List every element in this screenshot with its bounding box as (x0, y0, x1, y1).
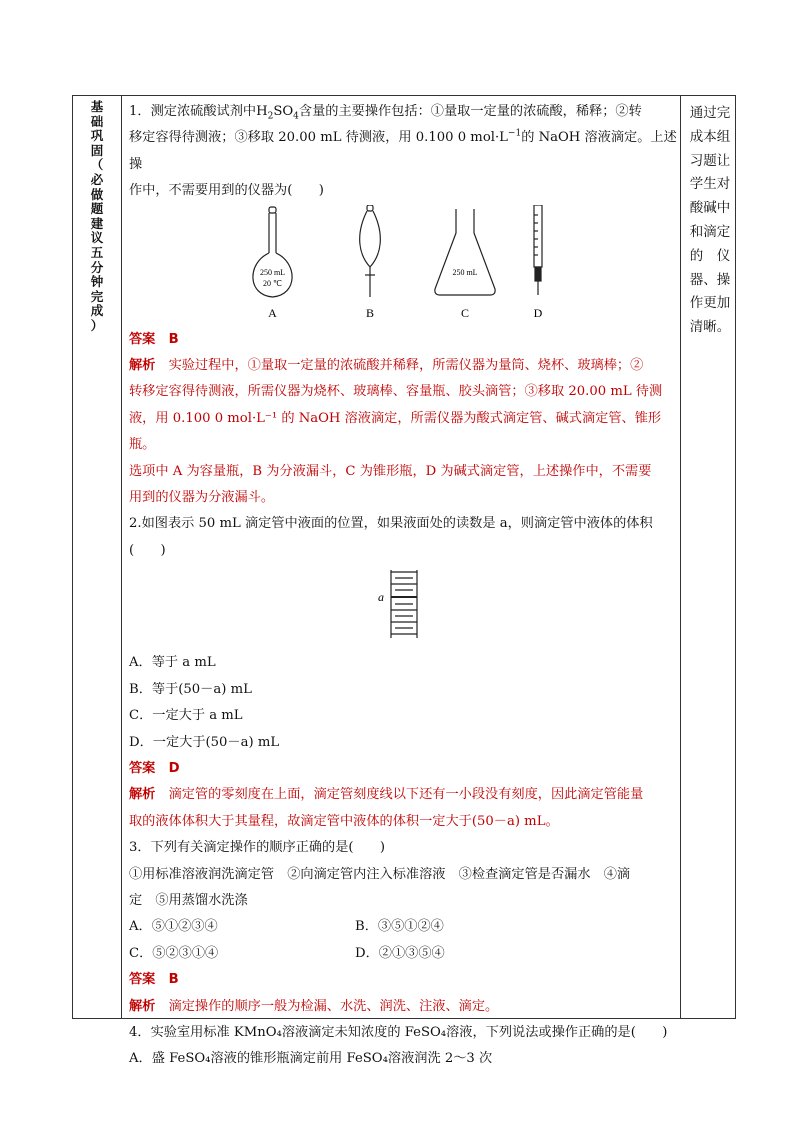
q3-option-a: A．⑤①②③④ (129, 919, 218, 935)
q1-apparatus-figure (129, 205, 677, 327)
side-label-char: 基 (90, 99, 104, 114)
q1-analysis-line1: 解析 实验过程中，①量取一定量的浓硫酸并稀释，所需仪器为量筒、烧杯、玻璃棒；② (129, 358, 644, 374)
q1-analysis-line2: 转移定容得待测液，所需仪器为烧杯、玻璃棒、容量瓶、胶头滴管；③移取 20.00 mL 待测 (129, 384, 663, 400)
side-note (685, 102, 735, 340)
side-label-char: ） (90, 317, 104, 333)
q1-line1: 1．测定浓硫酸试剂中$H_2SO_4$含量的主要操作包括：①量取一定量的浓硫酸，稀释；②转 (129, 104, 642, 122)
side-note-line: 学生对 (689, 176, 731, 193)
q2-analysis-line2: 取的液体体积大于其量程，故滴定管中液体的体积一定大于(50－a) mL。 (129, 813, 559, 829)
side-label-char: 完 (90, 288, 104, 304)
label-b: B (365, 305, 375, 320)
flask-temp-text: 20 ℃ (263, 278, 282, 288)
label-d: D (533, 305, 543, 320)
side-label-char: 分 (90, 259, 104, 275)
label-a: A (268, 305, 277, 320)
q3-line1: 3．下列有关滴定操作的顺序正确的是( ) (129, 840, 386, 856)
side-label-char: 题 (90, 201, 104, 217)
q2-line1: 2.如图表示 50 mL 滴定管中液面的位置，如果液面处的读数是 a，则滴定管中液体的体积 (129, 516, 653, 532)
q4-line1: 4．实验室用标准 KMnO₄溶液滴定未知浓度的 FeSO₄溶液，下列说法或操作正确的是( ) (129, 1024, 668, 1040)
q1-analysis-line4: 选项中 A 为容量瓶，B 为分液漏斗，C 为锥形瓶，D 为碱式滴定管，上述操作中，不需要 (129, 463, 652, 479)
side-label-char: 五 (90, 244, 104, 260)
side-label-char: （ (90, 157, 104, 173)
column-divider-left (121, 96, 122, 1018)
side-label-char: 础 (90, 113, 104, 129)
flask-volume-text: 250 mL (259, 267, 286, 277)
side-label-char: 必 (90, 171, 104, 187)
burette-reading-label: a (378, 590, 384, 605)
q3-line2: ①用标准溶液润洗滴定管 ②向滴定管内注入标准溶液 ③检查滴定管是否漏水 ④滴 (129, 866, 631, 882)
q2-option-c: C．一定大于 a mL (129, 708, 243, 724)
q1-analysis-line5: 用到的仪器为分液漏斗。 (129, 490, 275, 506)
side-label-char: 议 (90, 230, 104, 246)
side-label-char: 固 (90, 142, 104, 158)
q3-answer: 答案 B (129, 972, 179, 988)
column-divider-right (680, 96, 681, 1018)
conical-volume-text: 250 mL (452, 267, 478, 277)
worksheet-table (72, 95, 736, 1067)
side-note-line: 成本组 (689, 128, 731, 145)
q3-analysis: 解析 滴定操作的顺序一般为检漏、水洗、润洗、注液、滴定。 (129, 998, 499, 1014)
q3-options-row2 (129, 941, 677, 967)
q2-answer: 答案 D (129, 760, 180, 776)
q3-option-d: D．②①③⑤④ (355, 945, 445, 961)
side-note-line: 酸碱中 (689, 200, 731, 217)
side-label (73, 100, 121, 334)
q2-line2: ( ) (129, 542, 166, 558)
label-c: C (460, 305, 470, 320)
side-note-line: 作更加 (689, 295, 731, 312)
q2-option-b: B．等于(50－a) mL (129, 681, 252, 697)
q3-option-b: B．③⑤①②④ (355, 919, 444, 935)
q2-option-d: D．一定大于(50－a) mL (129, 734, 280, 750)
question-content (129, 99, 677, 1073)
side-label-char: 巩 (90, 128, 104, 144)
side-note-line: 习题让 (689, 152, 731, 169)
q2-burette-figure (129, 564, 677, 650)
q1-analysis-line3: 液，用 0.100 0 mol·L⁻¹ 的 NaOH 溶液滴定，所需仪器为酸式滴定管、碱式滴定管、锥形瓶。 (129, 410, 662, 453)
side-note-line: 通过完 (689, 105, 731, 121)
q1-line2: 移定容得待测液；③移取 20.00 mL 待测液，用 0.100 0 $mol\cdot L^{-1}$的 NaOH 溶液滴定。上述操 (129, 129, 677, 172)
conical-flask-icon (435, 209, 495, 295)
side-label-char: 成 (90, 303, 104, 319)
q3-options-row1 (129, 914, 677, 940)
side-label-char: 建 (90, 215, 104, 231)
q2-option-a: A．等于 a mL (129, 655, 216, 671)
side-note-line: 清晰。 (689, 319, 731, 336)
burette-scale-icon (391, 570, 417, 638)
side-label-char: 做 (90, 186, 104, 202)
q3-option-c: C．⑤②③①④ (129, 945, 219, 961)
q1-answer: 答案 B (129, 331, 179, 347)
q1-line3: 作中，不需要用到的仪器为( ) (129, 183, 324, 199)
q2-analysis-line1: 解析 滴定管的零刻度在上面，滴定管刻度线以下还有一小段没有刻度，因此滴定管能量 (129, 787, 644, 803)
q4-option-a: A．盛 FeSO₄溶液的锥形瓶滴定前用 FeSO₄溶液润洗 2～3 次 (129, 1051, 493, 1067)
burette-icon (534, 205, 542, 295)
side-label-char: 钟 (90, 274, 104, 290)
q3-line3: 定 ⑤用蒸馏水洗涤 (129, 892, 248, 908)
separatory-funnel-icon (360, 205, 381, 297)
side-note-line: 器、操 (689, 271, 731, 288)
side-note-line: 和滴定 (689, 223, 731, 240)
side-note-line: 的 仪 (689, 247, 731, 264)
